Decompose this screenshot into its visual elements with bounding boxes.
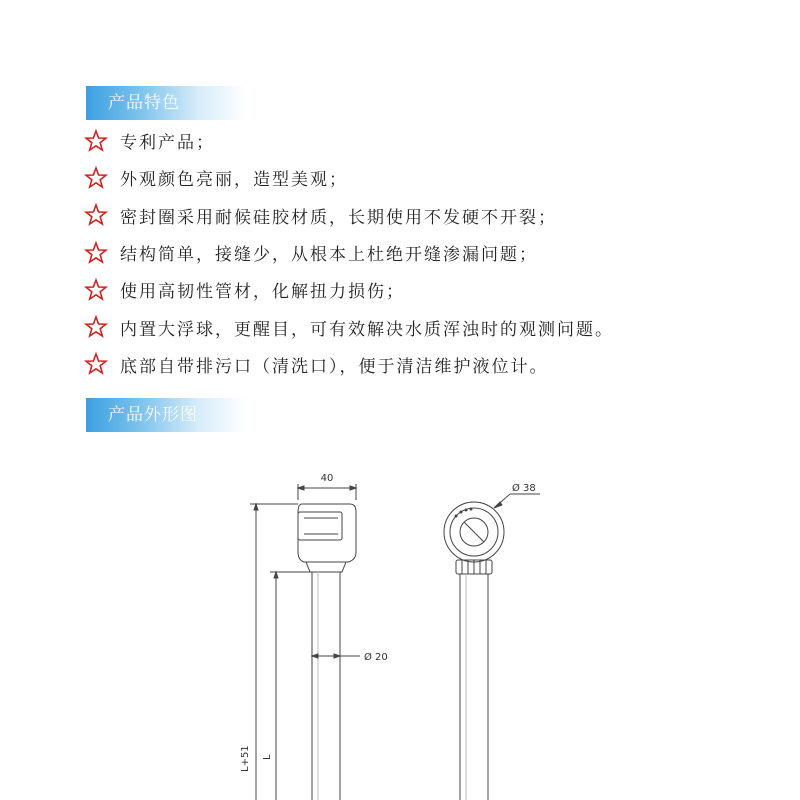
total-length-label: L+51 bbox=[240, 745, 251, 772]
front-view-head bbox=[444, 502, 504, 562]
star-outline-icon bbox=[84, 241, 108, 265]
length-label: L bbox=[262, 754, 273, 760]
head-diameter-label: Ø 38 bbox=[512, 483, 536, 494]
drawing-section-title: 产品外形图 bbox=[108, 405, 198, 425]
feature-text: 内置大浮球，更醒目，可有效解决水质浑浊时的观测问题。 bbox=[120, 319, 614, 340]
feature-text: 外观颜色亮丽，造型美观； bbox=[120, 170, 348, 191]
star-outline-icon bbox=[84, 166, 108, 190]
side-view-cap bbox=[298, 512, 342, 540]
feature-item bbox=[84, 197, 614, 234]
feature-text: 专利产品； bbox=[120, 133, 215, 154]
front-view-collar bbox=[456, 560, 492, 574]
feature-text: 结构简单，接缝少，从根本上杜绝开缝渗漏问题； bbox=[120, 245, 538, 266]
feature-item bbox=[84, 159, 614, 196]
star-outline-icon bbox=[84, 352, 108, 376]
feature-list bbox=[84, 122, 614, 383]
feature-text: 密封圈采用耐候硅胶材质，长期使用不发硬不开裂； bbox=[120, 207, 557, 228]
feature-text: 底部自带排污口（清洗口），便于清洁维护液位计。 bbox=[120, 356, 549, 377]
star-outline-icon bbox=[84, 278, 108, 302]
features-section-title: 产品特色 bbox=[108, 93, 180, 113]
star-outline-icon bbox=[84, 129, 108, 153]
feature-item bbox=[84, 234, 614, 271]
feature-item bbox=[84, 122, 614, 159]
features-section-header bbox=[86, 86, 246, 120]
star-outline-icon bbox=[84, 203, 108, 227]
feature-text: 使用高韧性管材，化解扭力损伤； bbox=[120, 282, 405, 303]
feature-item bbox=[84, 308, 614, 345]
star-outline-icon bbox=[84, 315, 108, 339]
feature-item bbox=[84, 271, 614, 308]
width-dimension-label: 40 bbox=[320, 473, 334, 484]
side-view-neck bbox=[306, 562, 346, 572]
side-view-head bbox=[298, 504, 356, 562]
feature-item bbox=[84, 346, 614, 383]
tube-diameter-label: Ø 20 bbox=[364, 652, 388, 663]
drawing-section-header bbox=[86, 398, 246, 432]
